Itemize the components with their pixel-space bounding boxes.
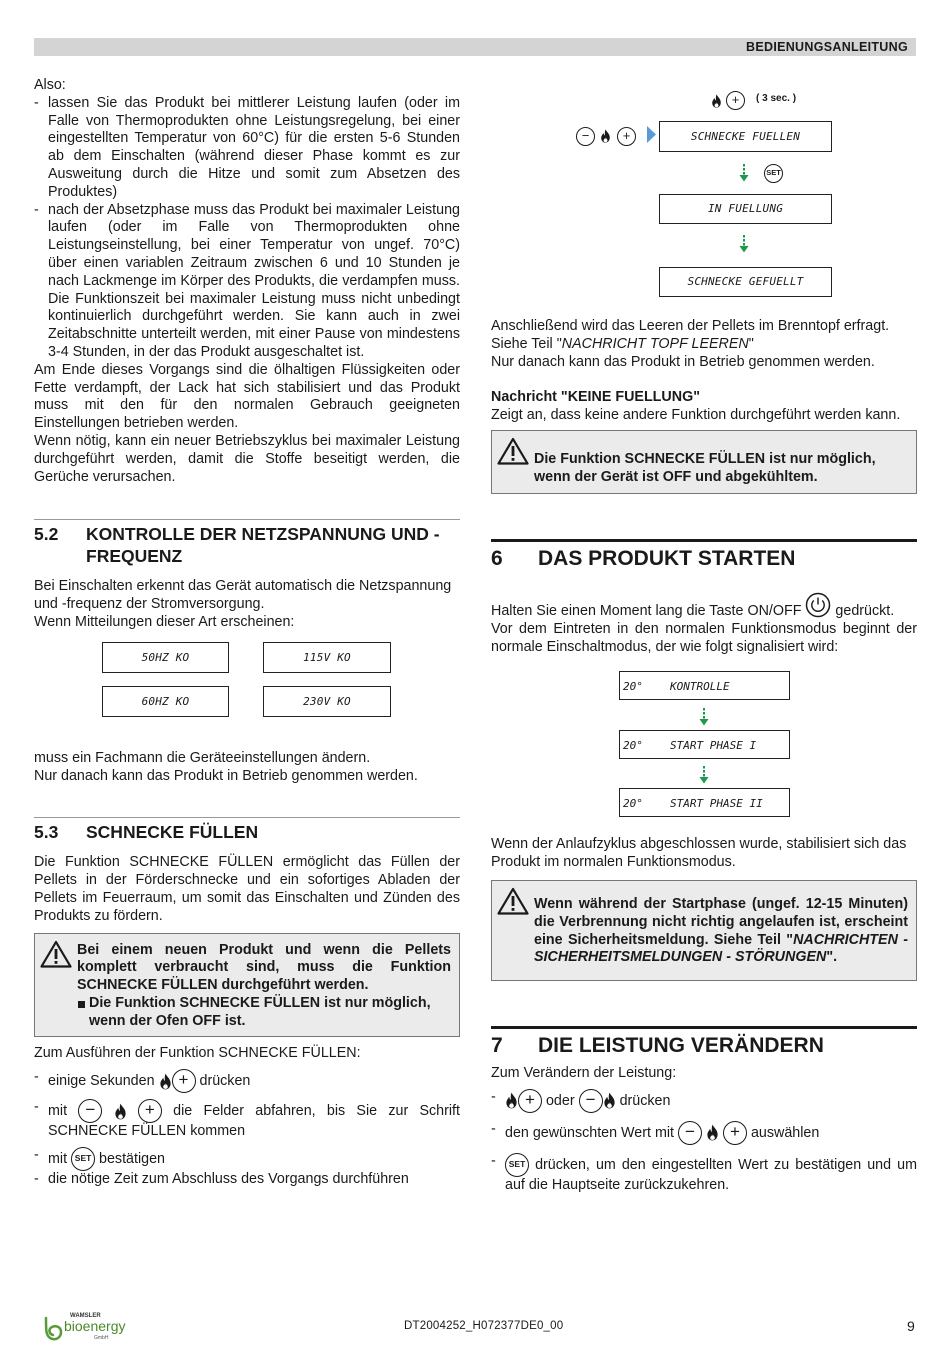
flame-icon <box>603 1092 616 1109</box>
down-arrow-icon <box>738 234 750 254</box>
warning-bullet: Die Funktion SCHNECKE FÜLLEN ist nur möglich, wenn der Ofen OFF ist. <box>77 995 451 1031</box>
list-item: - SET drücken, um den eingestellten Wert zu bestätigen und um auf die Hauptseite zurückzukehren. <box>491 1153 917 1195</box>
paragraph: Am Ende dieses Vorgangs sind die ölhaltigen Flüssigkeiten oder Fette verdampft, der Lack hat sich stabilisiert und das Produkt muss mit den für den normalen Gebrauch geeigneten Einstellungen betrieben werden. <box>34 361 460 432</box>
paragraph: Anschließend wird das Leeren der Pellets im Brenntopf erfragt. <box>491 318 890 334</box>
warning-triangle-icon <box>497 437 529 465</box>
paragraph: Zum Ausführen der Funktion SCHNECKE FÜLLEN: <box>34 1045 361 1062</box>
plus-button-icon: + <box>726 91 745 110</box>
paragraph: Zeigt an, dass keine andere Funktion durchgeführt werden kann. <box>491 407 901 424</box>
section-heading-6 <box>491 539 917 572</box>
lcd-display: SCHNECKE GEFUELLT <box>659 267 832 297</box>
paragraph: Nur danach kann das Produkt in Betrieb genommen werden. <box>491 353 875 370</box>
lcd-display: 20° START PHASE I <box>619 730 790 759</box>
paragraph: Wenn Mitteilungen dieser Art erscheinen: <box>34 613 295 630</box>
warning-box <box>491 430 917 494</box>
page-number: 9 <box>907 1318 915 1334</box>
paragraph: Die Funktion SCHNECKE FÜLLEN ermöglicht das Füllen der Pellets in der Förderschnecke und ein sofortiges Abladen der Pellets im Feuerraum, um somit das Einschalten und Zünden des Produkts zu fördern. <box>34 854 460 924</box>
intro-text: Also: <box>34 77 66 93</box>
warning-text: Bei einem neuen Produkt und wenn die Pellets komplett verbraucht sind, muss die Funktion SCHNECKE FÜLLEN durchgeführt werden. <box>77 941 451 994</box>
left-column <box>34 77 460 1189</box>
set-button-icon: SET <box>764 164 783 183</box>
paragraph: muss ein Fachmann die Geräteeinstellungen ändern. <box>34 749 371 766</box>
down-arrow-icon <box>738 163 750 183</box>
message-title: Nachricht "KEINE FUELLUNG" <box>491 389 700 406</box>
paragraph: Vor dem Eintreten in den normalen Funktionsmodus beginnt der normale Einschaltmodus, der wie folgt signalisiert wird: <box>491 620 917 655</box>
logo-top-text: WAMSLER <box>70 1313 101 1319</box>
paragraph: Halten Sie einen Moment lang die Taste ON/OFF gedrückt. <box>491 592 917 621</box>
paragraph: Bei Einschalten erkennt das Gerät automatisch die Netzspannung und -frequenz der Stromversorgung. <box>34 578 452 613</box>
warning-text: Wenn während der Startphase (ungef. 12-15 Minuten) die Verbrennung nicht richtig angelaufen ist, erscheint eine Sicherheitsmeldung. Siehe Teil "NACHRICHTEN - SICHERHEITSMELDUNGEN - STÖRUNGEN". <box>534 895 908 966</box>
header-title: BEDIENUNGSANLEITUNG <box>746 40 908 54</box>
list-item: - nach der Absetzphase muss das Produkt bei maximaler Leistung laufen (oder im Falle von Thermoprodukten ohne Leistungseinstellung, bei einer Temperatur von ungef. 70°C) über einen variablen Zeitraum zwischen 6 und 10 Stunden je nach Lackmenge im Körper des Produkts, die verdampfen muss. Die Funktionszeit bei maximaler Leistung muss nicht unbedingt kontinuierlich durchgeführt werden. Sie kann auch in zwei Zeitabschnitte unterteilt werden, mit einer Pause von mindestens 3-4 Stunden, in der das Produkt ausgeschaltet ist. <box>34 202 460 362</box>
lcd-display: SCHNECKE FUELLEN <box>659 121 832 152</box>
paragraph: Nur danach kann das Produkt in Betrieb genommen werden. <box>34 767 418 784</box>
lcd-display: 50HZ KO <box>102 642 229 673</box>
list-item: - den gewünschten Wert mit − + auswählen <box>491 1121 917 1145</box>
section-title: SCHNECKE FÜLLEN <box>86 822 259 843</box>
section-heading-7 <box>491 1026 917 1059</box>
section-number: 5.2 <box>34 524 59 545</box>
fill-screw-diagram <box>491 88 917 306</box>
flame-icon <box>711 94 722 108</box>
warning-triangle-icon <box>497 887 529 915</box>
plus-button-icon: + <box>518 1089 542 1113</box>
right-column <box>491 318 917 1195</box>
section-title: DAS PRODUKT STARTEN <box>538 546 796 570</box>
plus-button-icon: + <box>723 1121 747 1145</box>
flame-icon <box>159 1073 172 1090</box>
plus-button-icon: + <box>138 1099 162 1123</box>
duration-label: ( 3 sec. ) <box>756 93 797 104</box>
flame-icon <box>505 1092 518 1109</box>
section-title: DIE LEISTUNG VERÄNDERN <box>538 1033 824 1057</box>
list-item: - einige Sekunden + drücken <box>34 1069 460 1093</box>
section-number: 5.3 <box>34 822 59 843</box>
lcd-display: 20° KONTROLLE <box>619 671 790 700</box>
paragraph: Siehe Teil "NACHRICHT TOPF LEEREN" <box>491 335 754 352</box>
paragraph: Zum Verändern der Leistung: <box>491 1064 677 1081</box>
down-arrow-icon <box>698 765 710 785</box>
logo-mark-icon <box>42 1315 64 1342</box>
minus-button-icon: − <box>579 1089 603 1113</box>
section-heading-5-2 <box>34 519 460 567</box>
list-item: - mit − + die Felder abfahren, bis Sie zur Schrift SCHNECKE FÜLLEN kommen <box>34 1099 460 1141</box>
list-item: - + oder − drücken <box>491 1089 917 1113</box>
power-icon <box>805 592 831 618</box>
warning-box <box>491 880 917 981</box>
logo-sub-text: GmbH <box>94 1335 109 1341</box>
flame-icon <box>706 1124 719 1141</box>
lcd-display: 60HZ KO <box>102 686 229 717</box>
logo-main-text: bioenergy <box>64 1318 126 1334</box>
section-number: 7 <box>491 1033 503 1057</box>
warning-text: Die Funktion SCHNECKE FÜLLEN ist nur möglich, wenn der Gerät ist OFF und abgekühltem. <box>534 450 876 485</box>
flame-icon <box>114 1103 127 1120</box>
company-logo <box>42 1313 132 1343</box>
lcd-display: 230V KO <box>263 686 391 717</box>
pointer-arrow-icon <box>646 125 657 144</box>
section-title: KONTROLLE DER NETZSPANNUNG UND -FREQUENZ <box>86 524 440 567</box>
lcd-grid <box>34 632 460 750</box>
lcd-display: 115V KO <box>263 642 391 673</box>
startup-sequence <box>491 656 917 816</box>
plus-button-icon: + <box>172 1069 196 1093</box>
minus-button-icon: − <box>78 1099 102 1123</box>
down-arrow-icon <box>698 707 710 727</box>
section-heading-5-3 <box>34 817 460 843</box>
lcd-display: 20° START PHASE II <box>619 788 790 817</box>
list-item: - die nötige Zeit zum Abschluss des Vorgangs durchführen <box>34 1171 460 1189</box>
lcd-display: IN FUELLUNG <box>659 194 832 224</box>
set-button-icon: SET <box>71 1147 95 1171</box>
set-button-icon: SET <box>505 1153 529 1177</box>
paragraph: Wenn der Anlaufzyklus abgeschlossen wurde, stabilisiert sich das Produkt im normalen Funktionsmodus. <box>491 836 907 871</box>
minus-button-icon: − <box>678 1121 702 1145</box>
list-item: - lassen Sie das Produkt bei mittlerer Leistung laufen (oder im Falle von Thermoprodukten ohne Leistungsregelung, bei einer eingestellten Temperatur von 60°C) für die ersten 5-6 Stunden ab dem Einschalten (während dieser Phase kommt es zur Ausweitung durch die Hitze und somit zum Absetzen des Produktes) <box>34 95 460 202</box>
header-bar <box>34 38 916 56</box>
list-item: - mit SET bestätigen <box>34 1147 460 1171</box>
document-code: DT2004252_H072377DE0_00 <box>404 1320 564 1332</box>
paragraph: Wenn nötig, kann ein neuer Betriebszyklus bei maximaler Leistung durchgeführt werden, damit die Stoffe beseitigt werden, die Gerüche verursachen. <box>34 432 460 485</box>
section-number: 6 <box>491 546 503 570</box>
warning-triangle-icon <box>40 940 72 968</box>
minus-button-icon: − <box>576 127 595 146</box>
flame-icon <box>600 129 611 143</box>
plus-button-icon: + <box>617 127 636 146</box>
warning-box <box>34 933 460 1038</box>
